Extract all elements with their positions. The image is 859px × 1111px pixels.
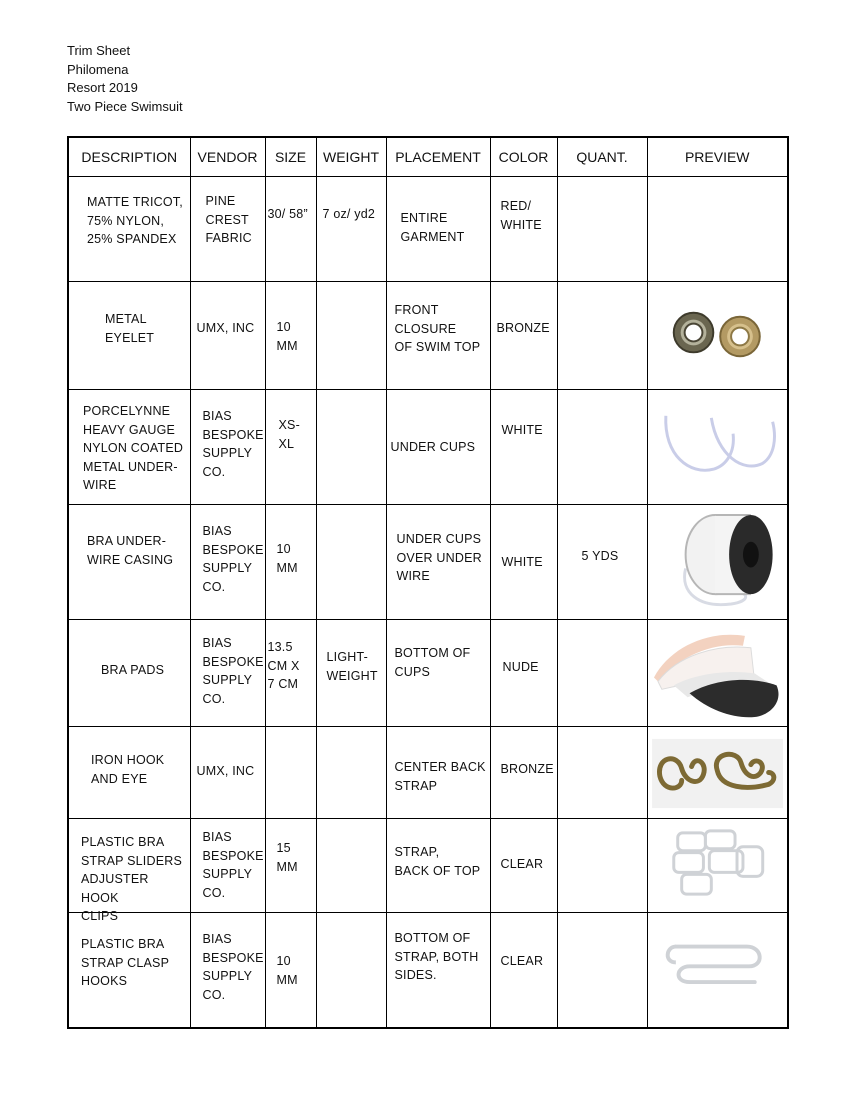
cell-size: 13.5 CM X 7 CM [265,620,316,727]
sheet-title: Trim Sheet [67,43,131,58]
cell-weight [316,913,386,1028]
col-description: DESCRIPTION [68,137,190,177]
cell-placement: ENTIRE GARMENT [386,177,490,282]
cell-size [265,727,316,819]
table-row [68,819,788,913]
col-preview: PREVIEW [647,137,788,177]
cell-color: BRONZE [490,282,557,390]
cell-description: MATTE TRICOT, 75% NYLON, 25% SPANDEX [68,177,190,282]
cell-quantity [557,727,647,819]
cell-vendor: BIAS BESPOKE SUPPLY CO. [190,819,265,913]
clasp-hook-icon [652,917,784,1023]
cell-color: CLEAR [490,819,557,913]
col-size: SIZE [265,137,316,177]
season: Resort 2019 [67,80,138,95]
eyelet-icon [652,286,784,385]
cell-preview [647,620,788,727]
cell-size: 10 MM [265,505,316,620]
table-row [68,390,788,505]
cell-preview [647,282,788,390]
bra-pads-icon [652,624,784,722]
cell-placement: BOTTOM OF CUPS [386,620,490,727]
cell-quantity [557,620,647,727]
cell-size: 15 MM [265,819,316,913]
col-vendor: VENDOR [190,137,265,177]
cell-size: XS- XL [265,390,316,505]
cell-placement: UNDER CUPS [386,390,490,505]
slider-clips-icon [652,823,784,908]
cell-weight [316,282,386,390]
cell-vendor: BIAS BESPOKE SUPPLY CO. [190,913,265,1028]
cell-preview [647,505,788,620]
cell-size: 10 MM [265,282,316,390]
cell-weight [316,727,386,819]
cell-quantity [557,177,647,282]
cell-description: PLASTIC BRA STRAP CLASP HOOKS [68,913,190,1028]
cell-quantity [557,819,647,913]
col-color: COLOR [490,137,557,177]
cell-quantity: 5 YDS [557,505,647,620]
cell-size: 10 MM [265,913,316,1028]
cell-weight: 7 oz/ yd2 [316,177,386,282]
col-weight: WEIGHT [316,137,386,177]
sheet-header [67,42,183,116]
cell-placement: STRAP, BACK OF TOP [386,819,490,913]
hook-eye-icon [652,731,784,814]
cell-description: PLASTIC BRA STRAP SLIDERS ADJUSTER HOOK CLIPS [68,819,190,913]
cell-color: RED/ WHITE [490,177,557,282]
style-name: Philomena [67,61,129,77]
cell-preview [647,819,788,913]
table-row [68,620,788,727]
cell-color: CLEAR [490,913,557,1028]
trim-table [67,136,789,1029]
casing-spool-icon [652,509,784,615]
cell-weight: LIGHT- WEIGHT [316,620,386,727]
table-row [68,282,788,390]
cell-preview [647,177,788,282]
table-row [68,913,788,1028]
cell-vendor: BIAS BESPOKE SUPPLY CO. [190,390,265,505]
cell-quantity [557,282,647,390]
cell-placement: CENTER BACK STRAP [386,727,490,819]
cell-quantity [557,390,647,505]
cell-preview [647,727,788,819]
cell-placement: UNDER CUPS OVER UNDER WIRE [386,505,490,620]
cell-color: WHITE [490,390,557,505]
cell-vendor: PINE CREST FABRIC [190,177,265,282]
cell-size: 30/ 58” [265,177,316,282]
cell-color: BRONZE [490,727,557,819]
cell-vendor: UMX, INC [190,727,265,819]
col-placement: PLACEMENT [386,137,490,177]
cell-description: PORCELYNNE HEAVY GAUGE NYLON COATED METAL UNDER- WIRE [68,390,190,505]
cell-description: METAL EYELET [68,282,190,390]
cell-weight [316,505,386,620]
cell-vendor: UMX, INC [190,282,265,390]
header-row [68,137,788,177]
cell-placement: BOTTOM OF STRAP, BOTH SIDES. [386,913,490,1028]
col-quantity: QUANT. [557,137,647,177]
cell-description: IRON HOOK AND EYE [68,727,190,819]
cell-weight [316,819,386,913]
garment-type: Two Piece Swimsuit [67,98,183,114]
cell-vendor: BIAS BESPOKE SUPPLY CO. [190,505,265,620]
cell-vendor: BIAS BESPOKE SUPPLY CO. [190,620,265,727]
table-row [68,177,788,282]
cell-quantity [557,913,647,1028]
cell-preview [647,913,788,1028]
table-row [68,727,788,819]
cell-preview [647,390,788,505]
cell-description: BRA PADS [68,620,190,727]
cell-color: WHITE [490,505,557,620]
table-row [68,505,788,620]
cell-description: BRA UNDER- WIRE CASING [68,505,190,620]
cell-weight [316,390,386,505]
cell-placement: FRONT CLOSURE OF SWIM TOP [386,282,490,390]
cell-color: NUDE [490,620,557,727]
underwire-icon [652,394,784,500]
